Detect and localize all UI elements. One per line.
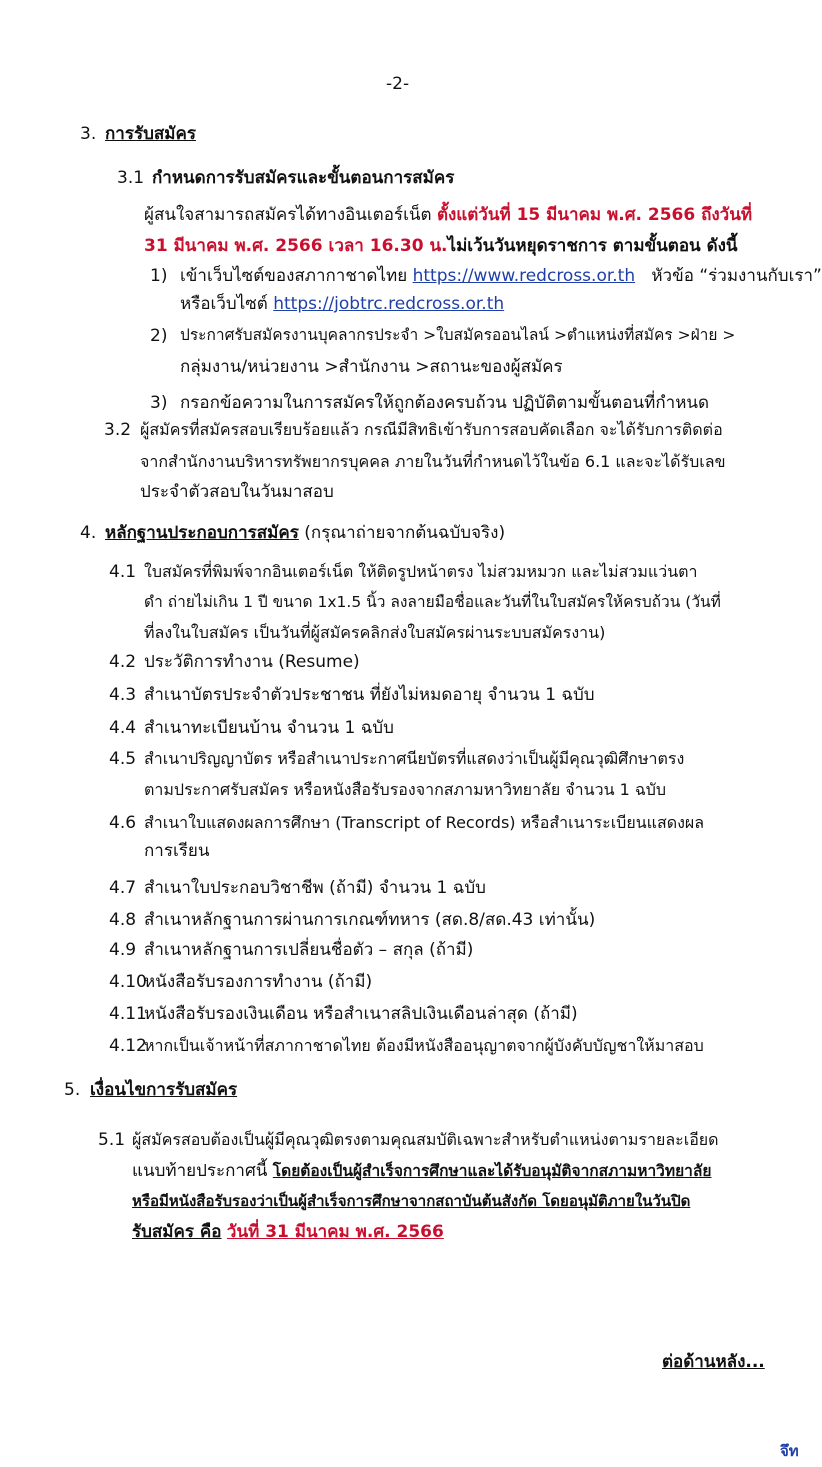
section-4-title: หลักฐานประกอบการสมัคร (105, 523, 299, 543)
line4-bold: รับสมัคร คือ (132, 1222, 222, 1242)
doc-item-number: 4.7 (109, 878, 137, 898)
doc-item-text: สำเนาหลักฐานการเปลี่ยนชื่อตัว – สกุล (ถ้ามี) (144, 940, 474, 960)
doc-item-number: 4.2 (109, 652, 137, 672)
section-4-note: (กรุณาถ่ายจากต้นฉบับจริง) (304, 523, 506, 543)
doc-item-number: 4.8 (109, 910, 137, 930)
doc-item-text: ประวัติการทำงาน (Resume) (144, 652, 360, 672)
section-5-1-line3: หรือมีหนังสือรับรองว่าเป็นผู้สำเร็จการศึกษาจากสถาบันต้นสังกัด โดยอนุมัติภายในวันปิด (132, 1192, 691, 1210)
step-1-number: 1) (150, 266, 168, 286)
doc-item-number: 4.1 (109, 562, 137, 582)
doc-item-text: สำเนาใบแสดงผลการศึกษา (Transcript of Records) หรือสำเนาระเบียนแสดงผล (144, 813, 705, 832)
doc-item-text: หนังสือรับรองเงินเดือน หรือสำเนาสลิปเงินเดือนล่าสุด (ถ้ามี) (144, 1004, 578, 1024)
doc-item-number: 4.10 (109, 972, 147, 992)
doc-item-text: ดำ ถ่ายไม่เกิน 1 ปี ขนาด 1x1.5 นิ้ว ลงลายมือชื่อและวันที่ในใบสมัครให้ครบถ้วน (วันที่ (144, 593, 721, 611)
section-3-2-line3: ประจำตัวสอบในวันมาสอบ (140, 482, 334, 502)
step-1-text: เข้าเว็บไซต์ของสภากาชาดไทย (180, 266, 408, 286)
intro-plain: ผู้สนใจสามารถสมัครได้ทางอินเตอร์เน็ต (144, 205, 432, 225)
corner-mark: จึท (780, 1442, 799, 1460)
section-4-heading (105, 523, 505, 543)
continued-label: ต่อด้านหลัง... (662, 1352, 765, 1372)
doc-item-text: ตามประกาศรับสมัคร หรือหนังสือรับรองจากสภามหาวิทยาลัย จำนวน 1 ฉบับ (144, 780, 667, 799)
line2-bold: โดยต้องเป็นผู้สำเร็จการศึกษาและได้รับอนุมัติจากสภามหาวิทยาลัย (272, 1162, 712, 1180)
section-3-title: การรับสมัคร (105, 124, 196, 144)
doc-item-text: ที่ลงในใบสมัคร เป็นวันที่ผู้สมัครคลิกส่งใบสมัครผ่านระบบสมัครงาน) (144, 623, 606, 642)
doc-item-text: สำเนาใบประกอบวิชาชีพ (ถ้ามี) จำนวน 1 ฉบับ (144, 878, 486, 898)
doc-item-text: หนังสือรับรองการทำงาน (ถ้ามี) (144, 972, 373, 992)
doc-item-number: 4.11 (109, 1004, 147, 1024)
step-1-line2 (180, 294, 504, 314)
doc-item-number: 4.3 (109, 685, 137, 705)
section-5-1-line1: ผู้สมัครสอบต้องเป็นผู้มีคุณวุฒิตรงตามคุณสมบัติเฉพาะสำหรับตำแหน่งตามรายละเอียด (132, 1130, 719, 1149)
intro-tail: ไม่เว้นวันหยุดราชการ ตามขั้นตอน ดังนี้ (447, 236, 738, 256)
step-2-line2: กลุ่มงาน/หน่วยงาน >สำนักงาน >สถานะของผู้สมัคร (180, 357, 563, 377)
doc-item-number: 4.12 (109, 1036, 147, 1056)
section-3-1-intro-line2 (144, 236, 738, 256)
redcross-link[interactable]: https://www.redcross.or.th (412, 266, 636, 286)
step-1-line2-text: หรือเว็บไซต์ (180, 294, 268, 314)
doc-item-text: การเรียน (144, 841, 210, 861)
section-3-number: 3. (80, 124, 97, 144)
step-3-number: 3) (150, 393, 168, 413)
section-3-1-intro-line1 (144, 205, 752, 225)
intro-date-start: ตั้งแต่วันที่ 15 มีนาคม พ.ศ. 2566 ถึงวันที่ (436, 205, 753, 225)
step-2-line1: ประกาศรับสมัครงานบุคลากรประจำ >ใบสมัครออนไลน์ >ตำแหน่งที่สมัคร >ฝ่าย > (180, 326, 736, 344)
section-5-1-line2 (132, 1161, 711, 1181)
page-number: -2- (386, 74, 410, 94)
line2-plain: แนบท้ายประกาศนี้ (132, 1161, 268, 1181)
doc-item-text: สำเนาบัตรประจำตัวประชาชน ที่ยังไม่หมดอายุ จำนวน 1 ฉบับ (144, 685, 595, 705)
section-5-1-number: 5.1 (98, 1130, 126, 1150)
doc-item-text: หากเป็นเจ้าหน้าที่สภากาชาดไทย ต้องมีหนังสืออนุญาตจากผู้บังคับบัญชาให้มาสอบ (144, 1036, 704, 1055)
section-3-1-number: 3.1 (117, 168, 145, 188)
section-3-2-line1: ผู้สมัครที่สมัครสอบเรียบร้อยแล้ว กรณีมีสิทธิเข้ารับการสอบคัดเลือก จะได้รับการติดต่อ (140, 420, 723, 439)
doc-item-text: สำเนาหลักฐานการผ่านการเกณฑ์ทหาร (สด.8/สด.43 เท่านั้น) (144, 910, 596, 930)
section-4-number: 4. (80, 523, 97, 543)
step-1-line1 (180, 266, 822, 286)
jobtrc-link[interactable]: https://jobtrc.redcross.or.th (273, 294, 505, 314)
step-3-text: กรอกข้อความในการสมัครให้ถูกต้องครบถ้วน ปฏิบัติตามขั้นตอนที่กำหนด (180, 393, 710, 413)
doc-item-text: สำเนาปริญญาบัตร หรือสำเนาประกาศนียบัตรที่แสดงว่าเป็นผู้มีคุณวุฒิศึกษาตรง (144, 749, 685, 768)
section-3-1-title: กำหนดการรับสมัครและขั้นตอนการสมัคร (152, 168, 455, 188)
closing-date: วันที่ 31 มีนาคม พ.ศ. 2566 (226, 1222, 444, 1242)
section-5-1-line4 (132, 1222, 444, 1242)
section-3-2-line2: จากสำนักงานบริหารทรัพยากรบุคคล ภายในวันที่กำหนดไว้ในข้อ 6.1 และจะได้รับเลข (140, 452, 726, 471)
section-3-2-number: 3.2 (104, 420, 132, 440)
doc-item-number: 4.5 (109, 749, 137, 769)
step-1-tail: หัวข้อ “ร่วมงานกับเรา” (651, 266, 822, 286)
doc-item-number: 4.4 (109, 718, 137, 738)
doc-item-number: 4.9 (109, 940, 137, 960)
doc-item-number: 4.6 (109, 813, 137, 833)
doc-item-text: ใบสมัครที่พิมพ์จากอินเตอร์เน็ต ให้ติดรูปหน้าตรง ไม่สวมหมวก และไม่สวมแว่นตา (144, 562, 698, 581)
step-2-number: 2) (150, 326, 168, 346)
intro-date-end: 31 มีนาคม พ.ศ. 2566 เวลา 16.30 น. (144, 236, 448, 256)
section-5-title: เงื่อนไขการรับสมัคร (90, 1080, 238, 1100)
section-5-number: 5. (64, 1080, 81, 1100)
doc-item-text: สำเนาทะเบียนบ้าน จำนวน 1 ฉบับ (144, 718, 394, 738)
